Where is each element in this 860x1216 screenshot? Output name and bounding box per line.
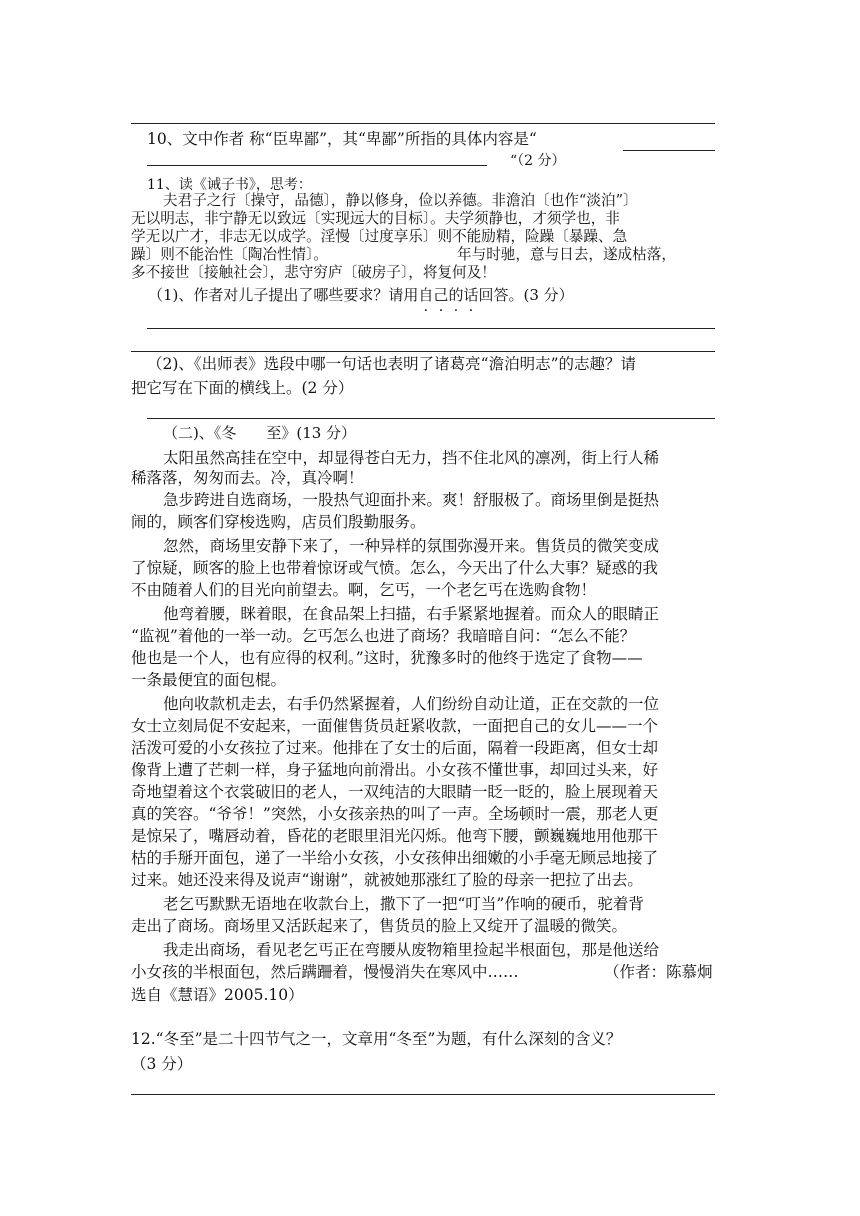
question-10-blank-end[interactable] (623, 150, 715, 151)
article-line: 他弯着腰，眯着眼，在食品架上扫描，右手紧紧地握着。而众人的眼睛正 (163, 605, 660, 623)
answer-line[interactable] (131, 1094, 715, 1095)
answer-line (131, 123, 715, 124)
article-line: 是惊呆了，嘴唇动着，昏花的老眼里泪光闪烁。他弯下腰，颤巍巍地用他那干 (131, 827, 659, 845)
article-line: 奇地望着这个衣裳破旧的老人，一双纯洁的大眼睛一眨一眨的，脸上展现着天 (131, 783, 659, 801)
question-11-sub2-line1: （2)、《出师表》选段中哪一句话也表明了诸葛亮“澹泊明志”的志趣？请 (147, 355, 637, 373)
question-12-line2: （3 分） (131, 1055, 193, 1073)
article-line: 闹的，顾客们穿梭选购，店员们殷勤服务。 (131, 513, 426, 531)
article-line: 女士立刻局促不安起来，一面催售货员赶紧收款，一面把自己的女儿——一个 (131, 717, 659, 735)
emphasis-char: 的 (448, 286, 464, 304)
question-11-sub1 (148, 288, 574, 303)
passage-line: 多不接世〔接触社会〕，悲守穷庐〔破房子〕，将复何及！ (131, 264, 496, 281)
question-10-score: “（2 分） (510, 153, 566, 169)
article-line: 活泼可爱的小女孩拉了过来。他排在了女士的后面，隔着一段距离，但女士却 (131, 739, 659, 757)
article-line: 忽然，商场里安静下来了，一种异样的氛围弥漫开来。售货员的微笑变成 (163, 537, 660, 555)
article-line: 他也是一个人，也有应得的权利。”这时，犹豫多时的他终于选定了食物—— (131, 649, 643, 667)
answer-line[interactable] (147, 328, 715, 329)
emphasis-char: 话 (463, 286, 479, 304)
article-line: 真的笑容。“爷爷！”突然，小女孩亲热的叫了一声。全场顿时一震，那老人更 (131, 805, 659, 823)
passage-line: 学无以广才，非志无以成学。淫慢〔过度享乐〕则不能励精，险躁〔暴躁、急 (131, 228, 628, 245)
article-line: 了惊疑，顾客的脸上也带着惊讶或气愤。怎么，今天出了什么大事？疑惑的我 (131, 559, 659, 577)
article-line: 小女孩的半根面包，然后蹒跚着，慢慢消失在寒风中…… (131, 963, 519, 981)
question-10-blank[interactable] (147, 165, 487, 166)
passage-line: 无以明志，非宁静无以致远〔实现远大的目标〕。夫学须静也，才须学也，非 (131, 210, 620, 227)
article-line: 枯的手掰开面包，递了一半给小女孩，小女孩伸出细嫩的小手毫无顾忌地接了 (131, 849, 659, 867)
article-line: 太阳虽然高挂在空中，却显得苍白无力，挡不住北风的凛冽，街上行人稀 (163, 449, 660, 467)
answer-line[interactable] (131, 351, 715, 352)
sub1-prefix: （1)、作者对儿子提出了哪些要求？请用 (148, 286, 419, 304)
article-line: 选自《慧语》2005.10） (131, 986, 304, 1004)
passage-line: 夫君子之行〔操守，品德〕，静以修身，俭以养德。非澹泊〔也作“淡泊”〕 (163, 192, 638, 209)
article-line: “监视”着他的一举一动。乞丐怎么也进了商场？我暗暗自问：“怎么不能？ (131, 627, 636, 645)
question-11-title: 11、读《诫子书》，思考： (147, 177, 312, 193)
question-10-line1: 10、文中作者 称“臣卑鄙”，其“卑鄙”所指的具体内容是“ (147, 130, 537, 148)
article-line: 老乞丐默默无语地在收款台上，撒下了一把“叮当”作响的硬币，驼着背 (163, 895, 644, 913)
passage-line: 躁〕则不能治性〔陶冶性情〕。 (131, 246, 329, 263)
passage-line: 年与时驰，意与日去，遂成枯落， (457, 246, 676, 263)
question-11-sub2-line2: 把它写在下面的横线上。(2 分） (131, 379, 354, 397)
answer-line[interactable] (147, 418, 715, 419)
question-10-text (147, 132, 537, 148)
sub1-suffix: 回答。(3 分） (478, 286, 574, 304)
question-12-line1: 12.“冬至”是二十四节气之一，文章用“冬至”为题，有什么深刻的含义？ (131, 1030, 622, 1048)
article-line: 一条最便宜的面包棍。 (131, 671, 287, 689)
article-line: 他向收款机走去，右手仍然紧握着，人们纷纷自动让道，正在交款的一位 (163, 695, 660, 713)
article-line: （作者：陈慕炯 (604, 963, 713, 981)
article-line: 急步跨进自选商场，一股热气迎面扑来。爽！舒服极了。商场里倒是挺热 (163, 491, 660, 509)
emphasis-char: 己 (433, 286, 449, 304)
emphasis-char: 自 (418, 286, 434, 304)
article-line: 我走出商场，看见老乞丐正在弯腰从废物箱里捡起半根面包，那是他送给 (163, 941, 660, 959)
article-line: 稀落落，匆匆而去。冷，真冷啊！ (131, 469, 364, 487)
section-2-heading: （二)、《冬 至》(13 分） (163, 424, 357, 442)
article-line: 过来。她还没来得及说声“谢谢”，就被她那涨红了脸的母亲一把拉了出去。 (131, 871, 643, 889)
article-line: 不由随着人们的目光向前望去。啊，乞丐，一个老乞丐在选购食物！ (131, 581, 597, 599)
sub1-emphasis (418, 286, 478, 304)
article-line: 像背上遭了芒刺一样，身子猛地向前滑出。小女孩不懂世事，却回过头来，好 (131, 761, 659, 779)
article-line: 走出了商场。商场里又活跃起来了，售货员的脸上又绽开了温暖的微笑。 (131, 917, 628, 935)
